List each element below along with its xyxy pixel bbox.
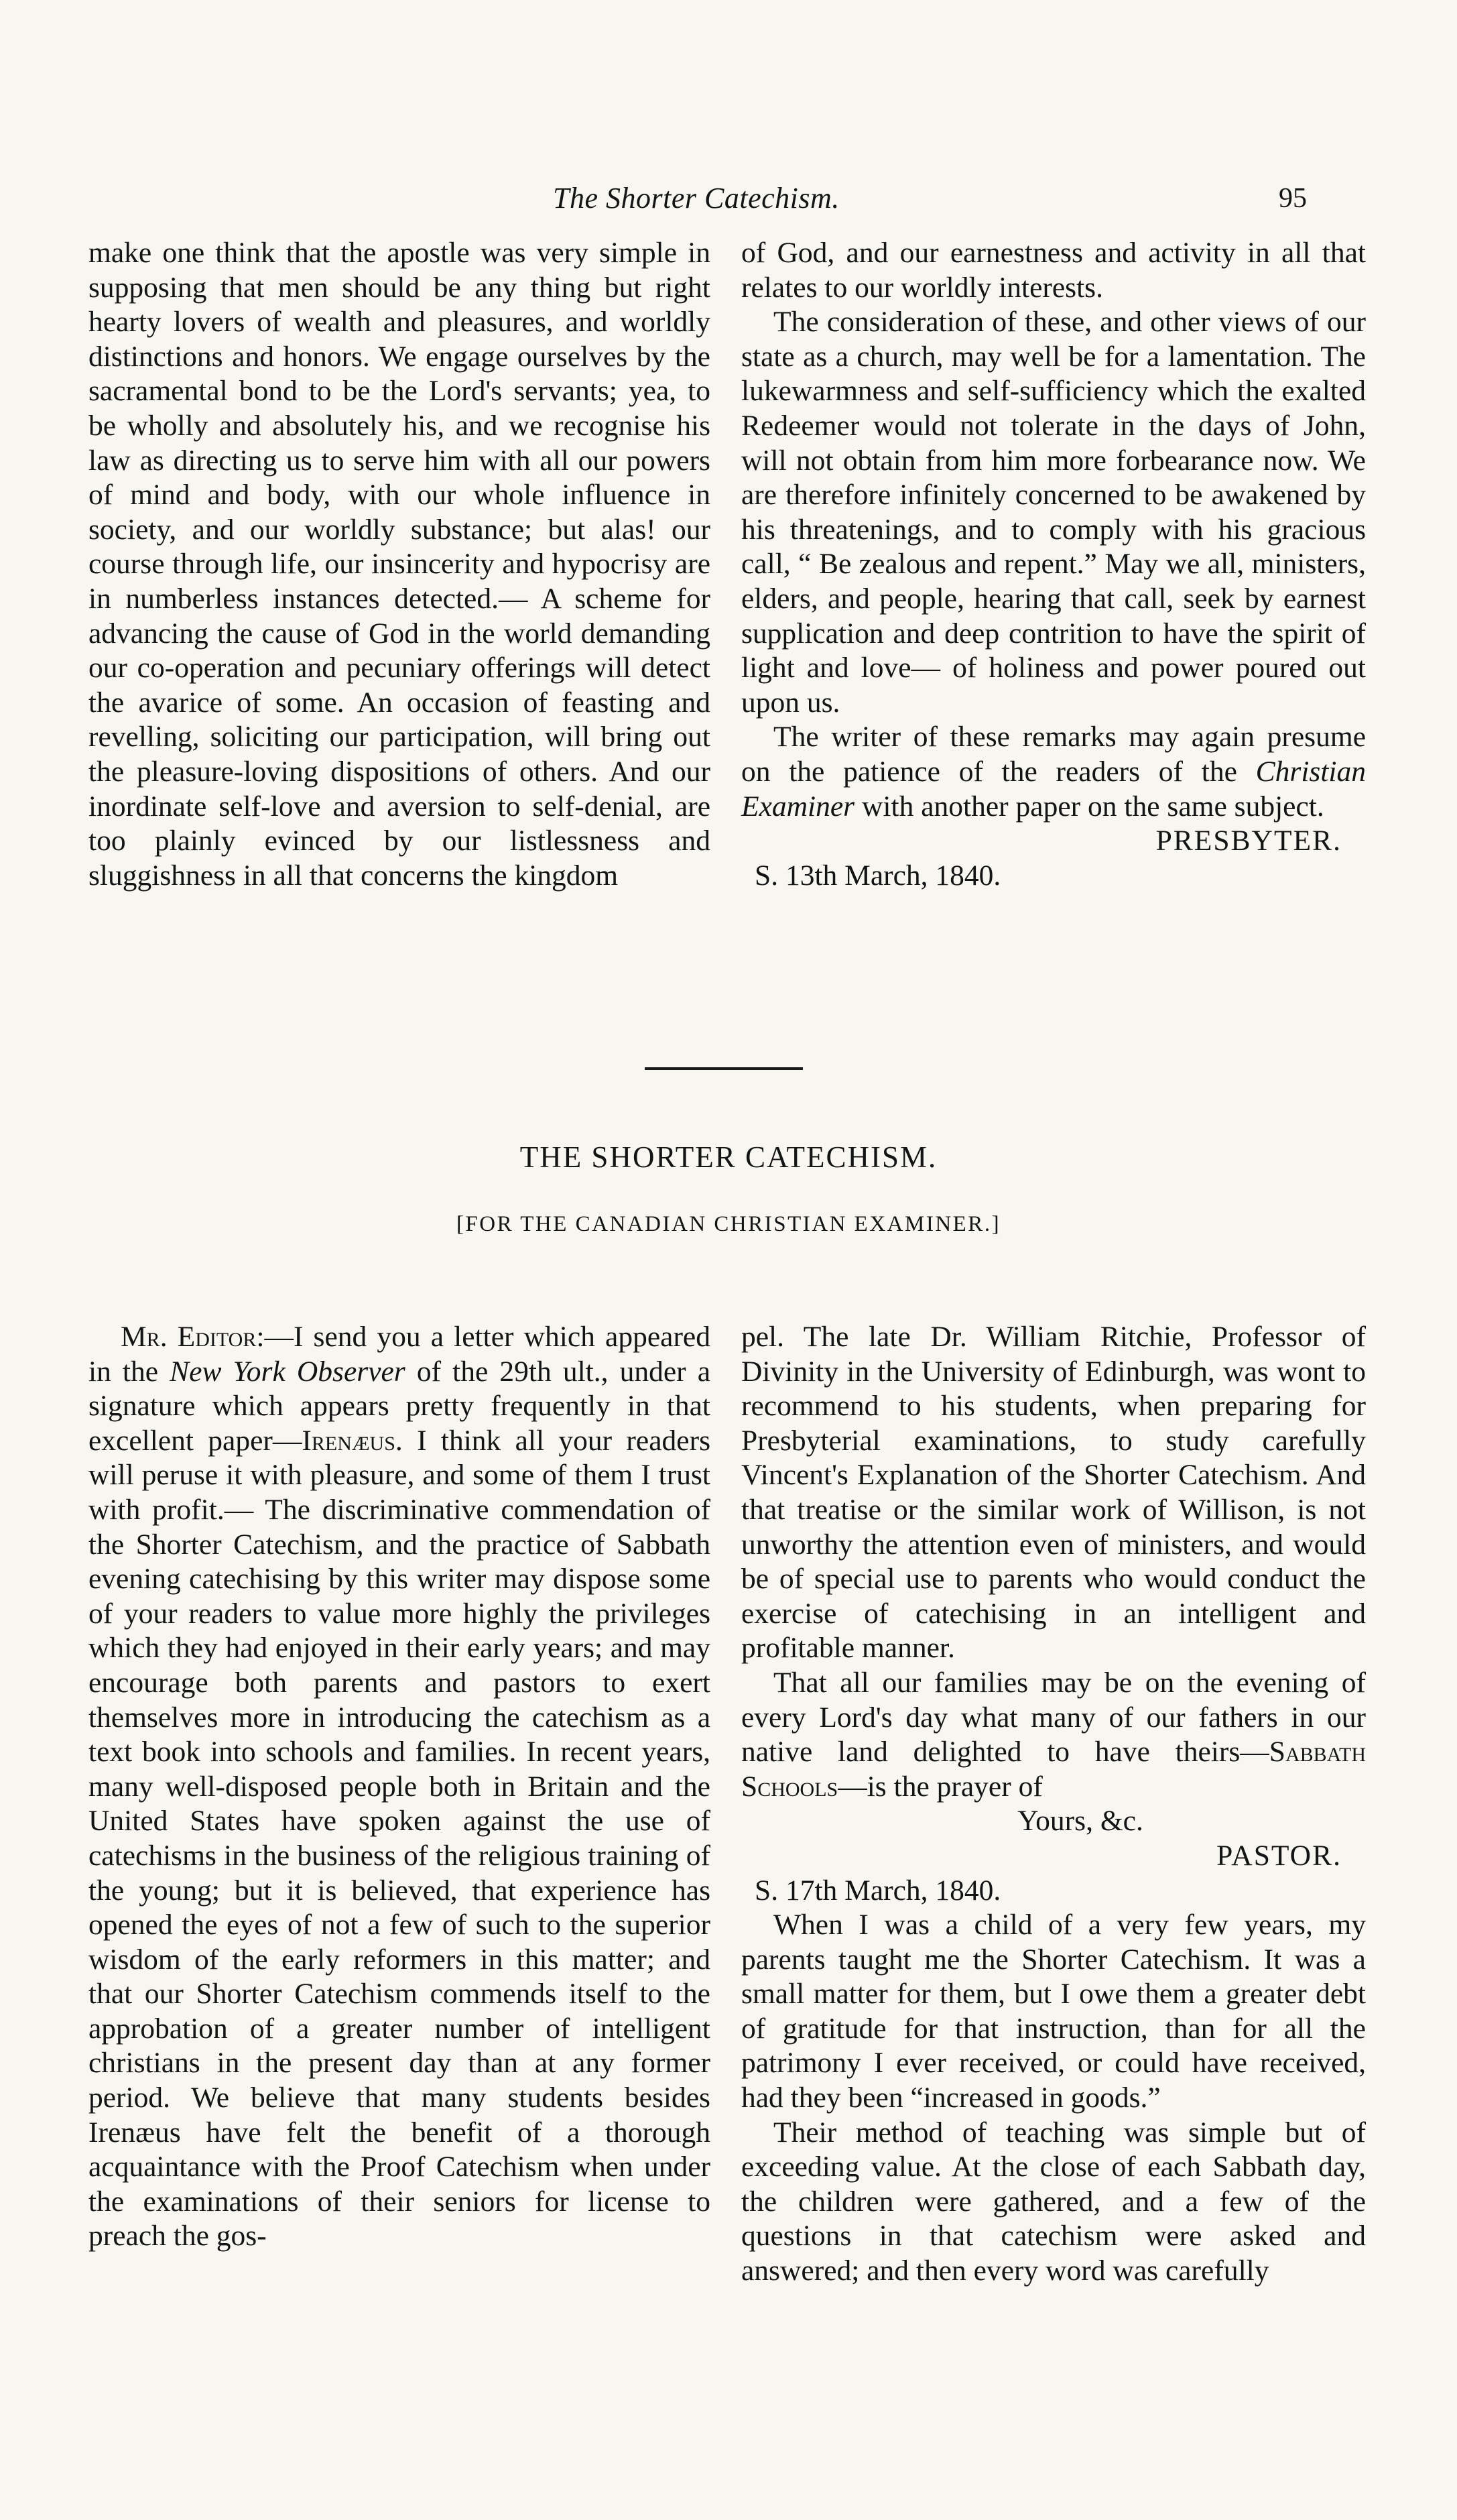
previous-article-left-column: [88, 236, 710, 893]
paragraph: [741, 1666, 1366, 1804]
publication-name: Christian Examiner: [741, 755, 1367, 823]
dateline: S. 17th March, 1840.: [755, 1874, 1001, 1907]
paragraph: [88, 1320, 710, 2254]
text-run: with another paper on the same subject.: [862, 790, 1324, 823]
text-run: That all our families may be on the evening of every Lord's day what many of our fathers in our native land delighted to have theirs—: [741, 1666, 1366, 1768]
sabbath-schools: Sabbath Schools: [741, 1736, 1366, 1803]
author-name: Irenæus.: [302, 1424, 403, 1457]
text-run: The writer of these remarks may again presume on the patience of the readers of the: [741, 721, 1366, 788]
paragraph: pel. The late Dr. William Ritchie, Professor of Divinity in the University of Edinburgh, was wont to recommend to his students, when preparing for Presbyterial examinations, to study carefully Vincent's Explanation of the Shorter Catechism. And that treatise or the similar work of Willison, is not unworthy the attention even of ministers, and would be of special use to parents who would conduct the exercise of catechising in an intelligent and profitable manner.: [741, 1321, 1366, 1665]
closing: Yours, &c.: [1017, 1805, 1143, 1838]
text-run: —I send you a letter which appeared in the: [88, 1321, 710, 1388]
section-divider: [645, 1067, 803, 1070]
paragraph: Their method of teaching was simple but of exceeding value. At the close of each Sabbath day, the children were gathered, and a few of the questions in that catechism were asked and answered; and then every word was carefully: [741, 2116, 1366, 2287]
paragraph: When I was a child of a very few years, my parents taught me the Shorter Catechism. It was a small matter for them, but I owe them a greater debt of gratitude for that instruction, than for all the patrimony I ever received, or could have received, had they been “increased in goods.”: [741, 1909, 1366, 2114]
previous-article-right-column: [741, 236, 1366, 893]
paragraph: [741, 720, 1366, 824]
signature: PASTOR.: [1216, 1839, 1342, 1872]
article-title: THE SHORTER CATECHISM.: [519, 1140, 938, 1174]
text-run: —is the prayer of: [838, 1770, 1043, 1803]
salutation: Mr. Editor:: [121, 1321, 265, 1353]
article-subtitle: [FOR THE CANADIAN CHRISTIAN EXAMINER.]: [456, 1212, 1001, 1236]
paragraph: make one think that the apostle was very simple in supposing that men should be any thing but right hearty lovers of wealth and pleasures, and worldly distinctions and honors. We engage ourselves by the sacramental bond to be the Lord's servants; yea, to be wholly and absolutely his, and we recognise his law as directing us to serve him with all our powers of mind and body, with our whole influence in society, and our worldly substance; but alas! our course through life, our insincerity and hypocrisy are in numberless instances detected.— A scheme for advancing the cause of God in the world demanding our co-operation and pecuniary offerings will detect the avarice of some. An occasion of feasting and revelling, soliciting our participation, will bring out the pleasure-loving dispositions of others. And our inordinate self-love and aversion to self-denial, are too plainly evinced by our listlessness and sluggishness in all that concerns the kingdom: [88, 237, 710, 892]
text-run: I think all your readers will peruse it with pleasure, and some of them I trust with profit.— The discriminative commendation of the Shorter Catechism, and the practice of Sabbath evening catechising by this writer may dispose some of your readers to value more highly the privileges which they had enjoyed in their early years; and may encourage both parents and pastors to exert themselves more in introducing the catechism as a text book into schools and families. In recent years, many well-disposed people both in Britain and the United States have spoken against the use of catechisms in the business of the religious training of the young; but it is believed, that experience has opened the eyes of not a few of such to the superior wisdom of the early reformers in this matter; and that our Shorter Catechism commends itself to the approbation of a greater number of intelligent christians in the present day than at any former period. We believe that many students besides Irenæus have felt the benefit of a thorough acquaintance with the Proof Catechism when under the examinations of their seniors for license to preach the gos-: [88, 1424, 710, 2253]
signature: PRESBYTER.: [1155, 825, 1342, 857]
article-right-column: [741, 1320, 1366, 2289]
paragraph: The consideration of these, and other views of our state as a church, may well be for a lamentation. The lukewarmness and self-sufficiency which the exalted Redeemer would not tolerate in the days of John, will not obtain from him more forbearance now. We are therefore infinitely concerned to be awakened by his threatenings, and to comply with his gracious call, “ Be zealous and repent.” May we all, ministers, elders, and people, hearing that call, seek by earnest supplication and deep contrition to have the spirit of light and love— of holiness and power poured out upon us.: [741, 306, 1366, 719]
running-head: The Shorter Catechism.: [553, 182, 840, 215]
dateline: S. 13th March, 1840.: [755, 859, 1001, 892]
page-number: 95: [1279, 183, 1307, 214]
publication-name: New York Observer: [170, 1355, 405, 1388]
paragraph: of God, and our earnestness and activity in all that relates to our worldly interests.: [741, 237, 1366, 304]
text-run: of the 29th ult., under a signature which appears pretty frequently in that excellent paper—: [88, 1355, 711, 1457]
article-left-column: [88, 1320, 710, 2254]
